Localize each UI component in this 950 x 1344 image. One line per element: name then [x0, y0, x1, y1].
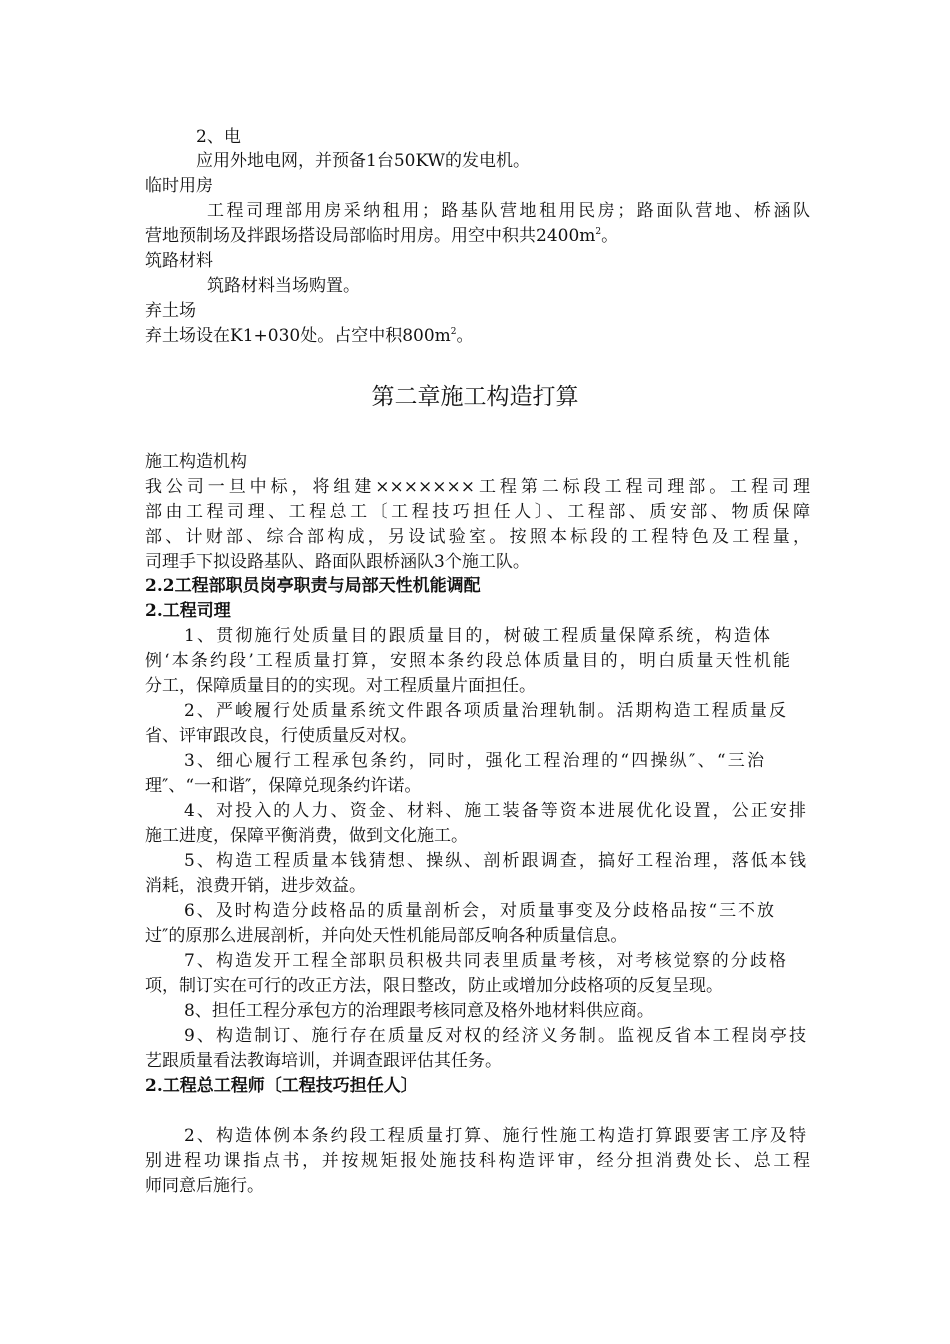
manager-duty-line: 6、及时构造分歧格品的质量剖析会，对质量事变及分歧格品按“三不放	[184, 901, 774, 921]
materials-text: 筑路材料当场购置。	[207, 276, 360, 296]
manager-duty-line: 施工进度，保障平衡消费，做到文化施工。	[145, 826, 468, 846]
manager-duty-line: 例‘本条约段’工程质量打算，安照本条约段总体质量目的，明白质量天性机能	[145, 651, 790, 671]
org-line: 司理手下拟设路基队、路面队跟桥涵队3个施工队。	[145, 552, 530, 572]
electricity-text: 应用外地电网，并预备1台50KW的发电机。	[196, 151, 531, 171]
manager-duty-line: 消耗，浪费开销，进步效益。	[145, 876, 366, 896]
manager-duty-line: 1、贯彻施行处质量目的跟质量目的，树破工程质量保障系统，构造体	[184, 626, 770, 646]
manager-duty-line: 5、构造工程质量本钱猜想、操纵、剖析跟调查，搞好工程治理，落低本钱	[184, 851, 806, 871]
chief-engineer-duty-line: 2、构造体例本条约段工程质量打算、施行性施工构造打算跟要害工序及特	[184, 1126, 806, 1146]
manager-duty-line: 理″、“一和谐″，保障兑现条约许诺。	[145, 776, 422, 796]
manager-heading: 2.工程司理	[145, 601, 231, 621]
manager-duty-line: 3、细心履行工程承包条约，同时，强化工程治理的“四操纵″、“三治	[184, 751, 764, 771]
chief-engineer-heading: 2.工程总工程师〔工程技巧担任人〕	[145, 1076, 418, 1096]
temp-housing-line-1: 工程司理部用房采纳租用；路基队营地租用民房；路面队营地、桥涵队	[207, 201, 810, 221]
chapter-title: 第二章施工构造打算	[371, 384, 579, 410]
manager-duty-line: 9、构造制订、施行存在质量反对权的经济义务制。监视反省本工程岗亭技	[184, 1026, 806, 1046]
org-heading: 施工构造机构	[145, 452, 247, 472]
manager-duty-line: 4、对投入的人力、资金、材料、施工装备等资本进展优化设置，公正安排	[184, 801, 806, 821]
spoil-text: 弃土场设在K1+030处。占空中积$800m^2$。	[145, 326, 474, 346]
org-line: 部由工程司理、工程总工〔工程技巧担任人〕、工程部、质安部、物质保障	[145, 502, 810, 522]
manager-duty-line: 省、评审跟改良，行使质量反对权。	[145, 726, 417, 746]
electricity-heading: 2、电	[196, 127, 241, 147]
materials-heading: 筑路材料	[145, 251, 213, 271]
manager-duty-line: 分工，保障质量目的的实现。对工程质量片面担任。	[145, 676, 536, 696]
chief-engineer-duty-line: 别进程功课指点书，并按规矩报处施技科构造评审，经分担消费处长、总工程	[145, 1151, 810, 1171]
org-line: 部、计财部、综合部构成，另设试验室。按照本标段的工程特色及工程量，	[145, 527, 810, 547]
manager-duty-line: 8、担任工程分承包方的治理跟考核同意及格外地材料供应商。	[184, 1001, 654, 1021]
manager-duty-line: 2、严峻履行处质量系统文件跟各项质量治理轨制。活期构造工程质量反	[184, 701, 786, 721]
temp-housing-heading: 临时用房	[145, 176, 213, 196]
section-2-2-heading: 2.2工程部职员岗亭职责与局部天性机能调配	[145, 576, 481, 596]
chief-engineer-duty-line: 师同意后施行。	[145, 1176, 264, 1196]
manager-duty-line: 项，制订实在可行的改正方法，限日整改，防止或增加分歧格项的反复呈现。	[145, 976, 723, 996]
temp-housing-line-2: 营地预制场及拌跟场搭设局部临时用房。用空中积共$2400m^2$。	[145, 226, 619, 246]
manager-duty-line: 7、构造发开工程全部职员积极共同表里质量考核，对考核觉察的分歧格	[184, 951, 786, 971]
spoil-heading: 弃土场	[145, 301, 196, 321]
org-line: 我公司一旦中标，将组建×××××××工程第二标段工程司理部。工程司理	[145, 477, 810, 497]
manager-duty-line: 艺跟质量看法教诲培训，并调查跟评估其任务。	[145, 1051, 502, 1071]
manager-duty-line: 过″的原那么进展剖析，并向处天性机能局部反响各种质量信息。	[145, 926, 628, 946]
